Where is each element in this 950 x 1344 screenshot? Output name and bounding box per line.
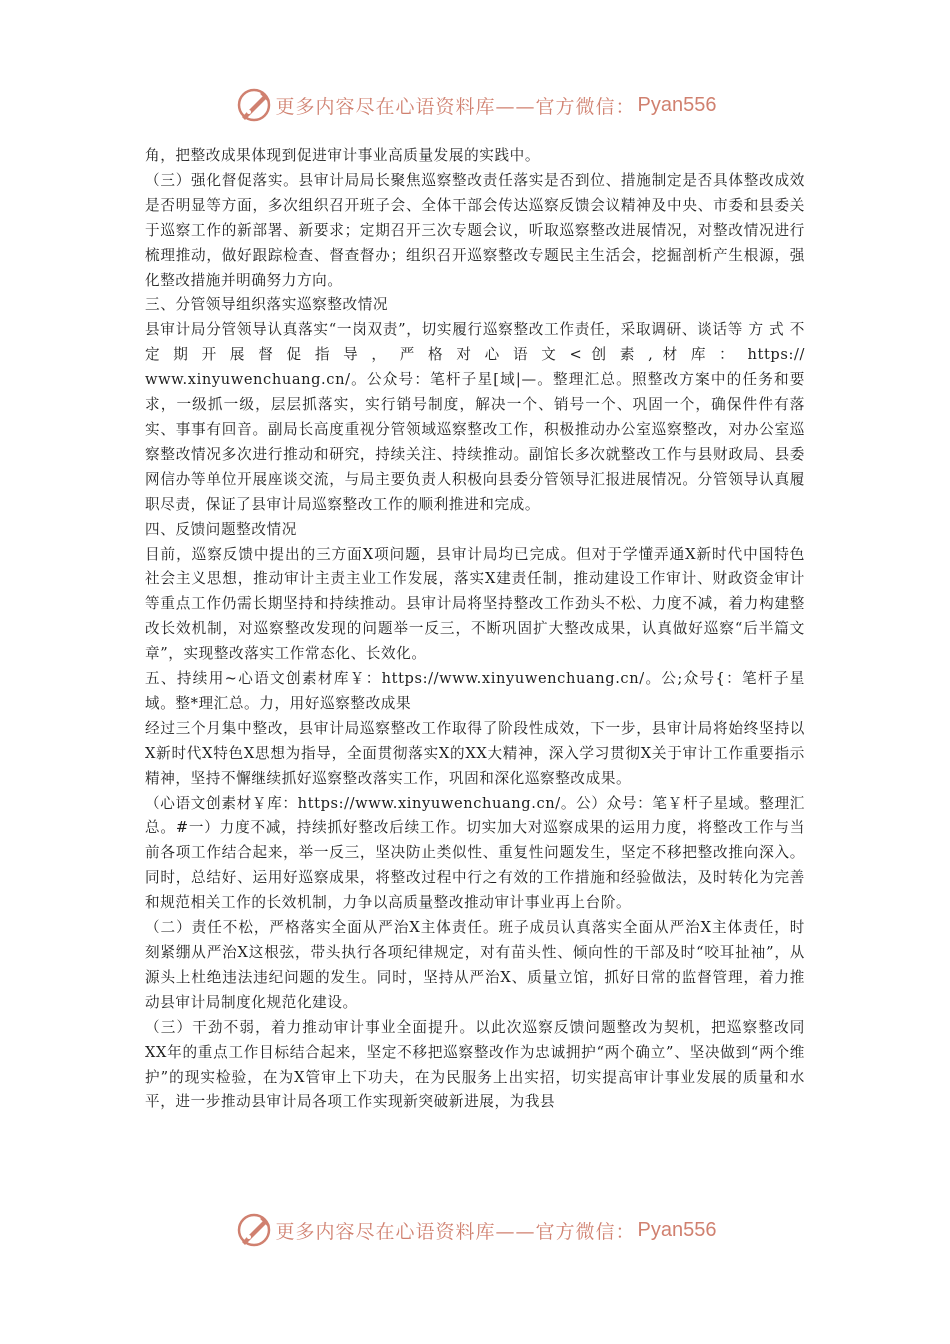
header-watermark-code: Pyan556 — [637, 93, 717, 116]
paragraph: 经过三个月集中整改，县审计局巡察整改工作取得了阶段性成效，下一步，县审计局将始终坚持以X新时代X特色X思想为指导，全面贯彻落实X的XX大精神，深入学习贯彻X关于审计工作重要指示精神，坚持不懈继续抓好巡察整改落实工作，巩固和深化巡察整改成果。 — [145, 719, 805, 787]
paragraph: （三）强化督促落实。县审计局局长聚焦巡察整改责任落实是否到位、措施制定是否具体整改成效是否明显等方面，多次组织召开班子会、全体干部会传达巡察反馈会议精神及中央、市委和县委关于巡察工作的新部署、新要求；定期召开三次专题会议，听取巡察整改进展情况，对整改情况进行梳理推动，做好跟踪检查、督查督办；组织召开巡察整改专题民主生活会，挖掘剖析产生根源，强化整改措施并明确努力方向。 — [145, 171, 805, 289]
section-heading: 五、持续用~心语文创素材库￥：https://www.xinyuwenchuang.cn/。公;众号{：笔杆子星域。整*理汇总。力，用好巡察整改成果 — [145, 670, 805, 712]
footer-watermark-code: Pyan556 — [637, 1218, 717, 1241]
header-watermark — [0, 80, 950, 130]
paragraph: 目前，巡察反馈中提出的三方面X项问题，县审计局均已完成。但对于学懂弄通X新时代中国特色社会主义思想，推动审计主责主业工作发展，落实X建责任制，推动建设工作审计、财政资金审计等重点工作仍需长期坚持和持续推动。县审计局将坚持整改工作劲头不松、力度不减，着力构建整改长效机制，对巡察整改发现的问题举一反三，不断巩固扩大整改成果，认真做好巡察“后半篇文章”，实现整改落实工作常态化、长效化。 — [145, 545, 805, 663]
paragraph: （三）干劲不弱，着力推动审计事业全面提升。以此次巡察反馈问题整改为契机，把巡察整改同XX年的重点工作目标结合起来，坚定不移把巡察整改作为忠诚拥护“两个确立”、坚决做到“两个维护”的现实检验，在为X管审上下功夫，在为民服务上出实招，切实提高审计事业发展的质量和水平，进一步推动县审计局各项工作实现新突破新进展，为我县 — [145, 1018, 805, 1111]
section-heading: 四、反馈问题整改情况 — [145, 520, 297, 538]
pen-nib-logo-icon — [234, 85, 274, 125]
footer-watermark — [0, 1205, 950, 1255]
pen-nib-logo-icon — [234, 1210, 274, 1250]
section-heading: 三、分管领导组织落实巡察整改情况 — [145, 296, 389, 314]
header-watermark-text: 更多内容尽在心语资料库——官方微信： — [275, 95, 636, 118]
paragraph: 角，把整改成果体现到促进审计事业高质量发展的实践中。 — [145, 147, 541, 164]
paragraph: （二）责任不松，严格落实全面从严治X主体责任。班子成员认真落实全面从严治X主体责任，时刻紧绷从严治X这根弦，带头执行各项纪律规定，对有苗头性、倾向性的干部及时“咬耳扯袖”，从源头上杜绝违法违纪问题的发生。同时，坚持从严治X、质量立馆，抓好日常的监督管理，着力推动县审计局制度化规范化建设。 — [145, 919, 805, 1011]
footer-watermark-text: 更多内容尽在心语资料库——官方微信： — [275, 1220, 636, 1243]
paragraph: （心语文创素材￥库：https://www.xinyuwenchuang.cn/。公）众号：笔￥杆子星域。整理汇总。#一）力度不减，持续抓好整改后续工作。切实加大对巡察成果的运用力度，将整改工作与当前各项工作结合起来，举一反三，坚决防止类似性、重复性问题发生，坚定不移把整改推向深入。同时，总结好、运用好巡察成果，将整改过程中行之有效的工作措施和经验做法，及时转化为完善和规范相关工作的长效机制，力争以高质量整改推动审计事业再上台阶。 — [145, 794, 805, 912]
paragraph: 县审计局分管领导认真落实“一岗双责”，切实履行巡察整改工作责任，采取调研、谈话等 方 式 不 定 期 开 展 督 促 指 导 ， 严 格 对 心 语 文 < 创 素 , 材 库 ： https:// www.xinyuwenchuang.cn/。公众号：笔杆子星[域|—。整理汇总。照整改方案中的任务和要求，一级抓一级，层层抓落实，实行销号制度，解决一个、销号一个、巩固一个，确保件件有落实、事事有回音。副局长高度重视分管领域巡察整改工作，积极推动办公室巡察整改，对办公室巡察整改情况多次进行推动和研究，持续关注、持续推动。副馆长多次就整改工作与县财政局、县委网信办等单位开展座谈交流，与局主要负责人积极向县委分管领导汇报进展情况。分管领导认真履职尽责，保证了县审计局巡察整改工作的顺利推进和完成。 — [145, 321, 805, 513]
document-body — [145, 144, 805, 1115]
